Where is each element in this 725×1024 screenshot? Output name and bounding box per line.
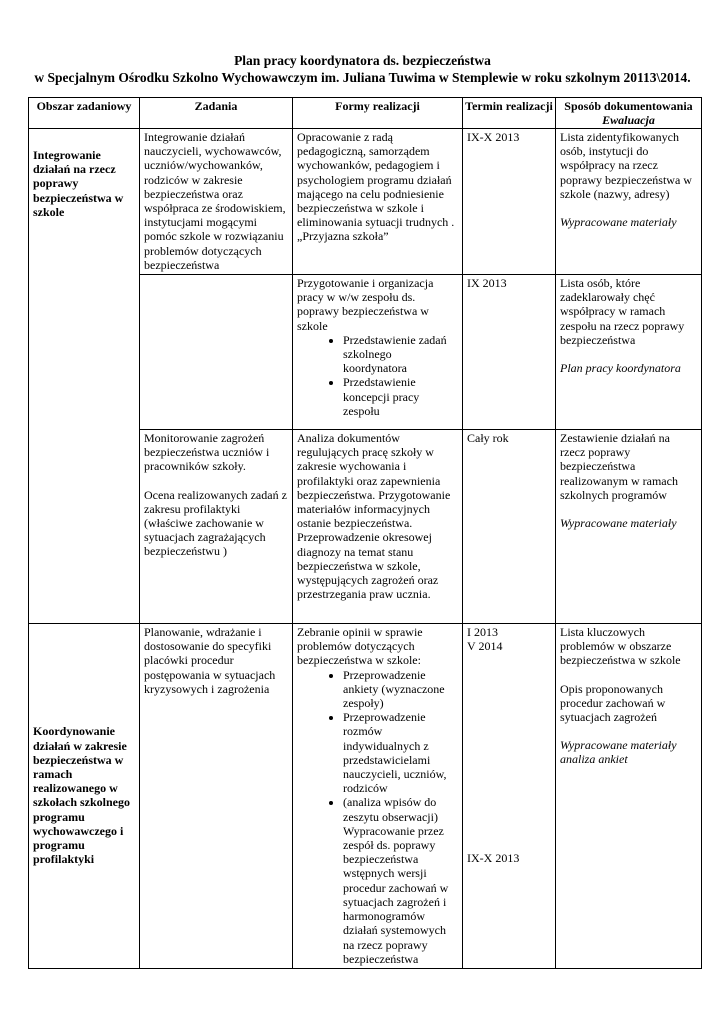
formy-text: Przygotowanie i organizacja pracy w w/w zespołu ds. poprawy bezpieczeństwa w szkole <box>297 276 434 333</box>
list-item: • Przedstawienie koncepcji pracy zespołu <box>343 375 458 418</box>
ewaluacja-text: Plan pracy koordynatora <box>560 361 681 376</box>
formy-cell <box>293 129 463 275</box>
formy-text: „Przyjazna szkoła” <box>297 229 389 244</box>
termin-cell: IX-X 2013 <box>463 129 556 275</box>
header-row <box>29 98 702 129</box>
area-label: Koordynowanie działań w zakresie bezpieczeństwa w ramach realizowanego w szkołach szkolnego programu wychowawczego i programu profilaktyki <box>33 724 131 867</box>
ewaluacja-text: Wypracowane materiały <box>560 215 677 230</box>
zadania-cell: Integrowanie działań nauczycieli, wychowawców, uczniów/wychowanków, rodziców w zakresie bezpieczeństwa oraz współpraca ze środowiskiem, instytucjami mogącymi pomóc szkole w rozwiązaniu problemów dotyczących bezpieczeństwa <box>140 129 293 275</box>
area-cell <box>29 129 140 624</box>
area-label: Integrowanie działań na rzecz poprawy bezpieczeństwa w szkole <box>33 148 124 219</box>
table-row <box>29 129 702 275</box>
formy-cell: Analiza dokumentów regulujących pracę szkoły w zakresie wychowania i profilaktyki oraz zapewnienia bezpieczeństwa. Przygotowanie materiałów informacyjnych ostanie bezpieczeństwa. Przeprowadzenie okresowej diagnozy na temat stanu bezpieczeństwa w szkole, występujących zagrożeń oraz przestrzegania praw ucznia. <box>293 430 463 624</box>
sposob-text: Lista kluczowych problemów w obszarze bezpieczeństwa w szkole <box>560 625 681 668</box>
list-item: • Przedstawienie zadań szkolnego koordynatora <box>343 333 458 376</box>
formy-cell <box>293 275 463 430</box>
header-termin: Termin realizacji <box>463 98 556 129</box>
ewaluacja-text: analiza ankiet <box>560 752 628 767</box>
title-line-2: w Specjalnym Ośrodku Szkolno Wychowawczym im. Juliana Tuwima w Stemplewie w roku szkolnym 20113\2014. <box>34 70 691 85</box>
sposob-cell <box>556 430 702 624</box>
area-cell <box>29 624 140 969</box>
header-sposob <box>556 98 702 129</box>
sposob-text: Opis proponowanych procedur zachowań w sytuacjach zagrożeń <box>560 681 666 725</box>
termin-text: I 2013 <box>467 625 498 640</box>
ewaluacja-text: Wypracowane materiały <box>560 738 677 753</box>
sposob-text: Zestawienie działań na rzecz poprawy bezpieczeństwa realizowanym w ramach szkolnych programów <box>560 431 678 502</box>
header-sposob-label: Sposób dokumentowania <box>564 99 693 113</box>
list-item: • (analiza wpisów do zeszytu obserwacji) Wypracowanie przez zespół ds. poprawy bezpieczeństwa wstępnych wersji procedur zachowań w sytuacjach zagrożeń i harmonogramów działań systemowych na rzecz poprawy bezpieczeństwa <box>343 795 458 965</box>
termin-cell: Cały rok <box>463 430 556 624</box>
zadania-cell <box>140 430 293 624</box>
termin-cell <box>463 624 556 969</box>
list-item: • Przeprowadzenie rozmów indywidualnych z przedstawicielami nauczycieli, uczniów, rodziców <box>343 710 458 795</box>
sposob-cell <box>556 275 702 430</box>
table-row <box>29 624 702 969</box>
formy-cell <box>293 624 463 969</box>
zadania-cell: Planowanie, wdrażanie i dostosowanie do specyfiki placówki procedur postępowania w sytuacjach kryzysowych i zagrożenia <box>140 624 293 969</box>
bullet-list <box>297 333 458 418</box>
sposob-text: Lista zidentyfikowanych osób, instytucji do współpracy na rzecz poprawy bezpieczeństwa w szkole (nazwy, adresy) <box>560 130 692 201</box>
header-obszar: Obszar zadaniowy <box>29 98 140 129</box>
sposob-cell <box>556 129 702 275</box>
sposob-text: Lista osób, które zadeklarowały chęć współpracy w ramach zespołu na rzecz poprawy bezpieczeństwa <box>560 276 685 347</box>
formy-text: Opracowanie z radą pedagogiczną, samorządem wychowanków, pedagogiem i psychologiem programu działań mającego na celu podniesienie bezpieczeństwa w szkole i eliminowania sytuacji trudnych . <box>297 130 455 230</box>
formy-text: Zebranie opinii w sprawie problemów dotyczących bezpieczeństwa w szkole: <box>297 625 423 668</box>
header-formy: Formy realizacji <box>293 98 463 129</box>
header-zadania: Zadania <box>140 98 293 129</box>
header-ewaluacja-label: Ewaluacja <box>602 113 655 127</box>
sposob-cell <box>556 624 702 969</box>
title-line-1: Plan pracy koordynatora ds. bezpieczeństwa <box>234 53 491 68</box>
termin-cell: IX 2013 <box>463 275 556 430</box>
zadania-cell <box>140 275 293 430</box>
termin-text: V 2014 <box>467 639 503 654</box>
ewaluacja-text: Wypracowane materiały <box>560 516 677 531</box>
zadania-text: Monitorowanie zagrożeń bezpieczeństwa uczniów i pracowników szkoły. <box>144 431 270 474</box>
list-item: • Przeprowadzenie ankiety (wyznaczone zespoły) <box>343 668 458 711</box>
termin-text: IX-X 2013 <box>467 851 520 866</box>
plan-table <box>28 97 702 969</box>
bullet-list <box>297 668 458 966</box>
zadania-text: Ocena realizowanych zadań z zakresu profilaktyki (właściwe zachowanie w sytuacjach zagrażających bezpieczeństwu ) <box>144 487 287 559</box>
